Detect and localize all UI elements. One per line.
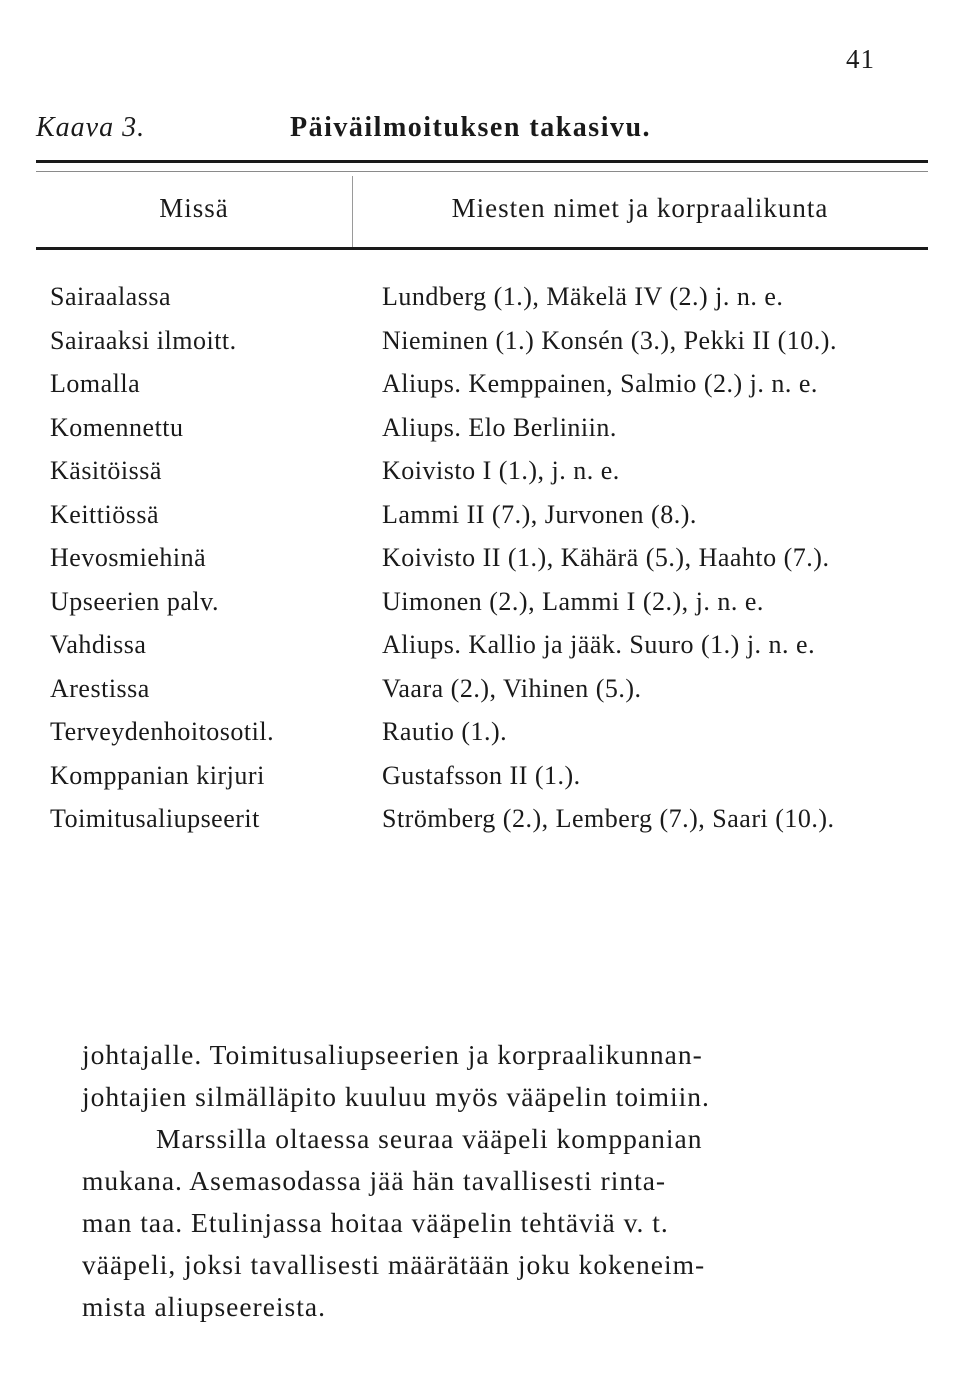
table-row [0,804,960,848]
row-place: Keittiössä [50,499,159,529]
body-line: vääpeli, joksi tavallisesti määrätään joku kokeneim- [82,1249,706,1280]
row-names: Lundberg (1.), Mäkelä IV (2.) j. n. e. [382,282,784,311]
form-label: Kaava 3. [36,112,146,143]
table-row [0,630,960,674]
table-row [0,761,960,805]
body-line: johtajalle. Toimitusaliupseerien ja korpraalikunnan- [82,1039,703,1070]
body-paragraph [82,1034,900,1328]
table-row [0,587,960,631]
table-row [0,500,960,544]
row-names: Gustafsson II (1.). [382,760,581,790]
body-line: mukana. Asemasodassa jää hän tavallisesti rinta- [82,1165,667,1196]
top-rule-thin [36,171,928,172]
document-title: Päiväilmoituksen takasivu. [290,112,652,143]
table-row [0,717,960,761]
row-place: Arestissa [50,673,150,703]
header-names: Miesten nimet ja korpraalikunta [451,193,829,223]
row-names: Strömberg (2.), Lemberg (7.), Saari (10.). [382,804,835,833]
row-names: Aliups. Kallio ja jääk. Suuro (1.) j. n. e. [382,630,816,659]
row-place: Käsitöissä [50,456,162,485]
body-line: mista aliupseereista. [82,1291,326,1322]
table-row [0,674,960,718]
row-names: Rautio (1.). [382,717,508,746]
row-place: Sairaaksi ilmoitt. [50,325,237,355]
header-place: Missä [159,193,229,223]
row-place: Terveydenhoitosotil. [50,717,275,746]
table-row [0,413,960,457]
table-row [0,543,960,587]
row-place: Toimitusaliupseerit [50,804,260,833]
row-place: Komppanian kirjuri [50,760,265,790]
row-names: Nieminen (1.) Konsén (3.), Pekki II (10.). [382,325,837,355]
body-line: man taa. Etulinjassa hoitaa vääpelin tehtäviä v. t. [82,1207,669,1238]
row-place: Lomalla [50,369,141,398]
table-row [0,456,960,500]
table-row [0,326,960,370]
row-names: Lammi II (7.), Jurvonen (8.). [382,499,697,529]
row-names: Koivisto I (1.), j. n. e. [382,456,620,485]
row-names: Koivisto II (1.), Kähärä (5.), Haahto (7.). [382,543,830,572]
body-line: Marssilla oltaessa seuraa vääpeli komppanian [156,1123,703,1154]
row-place: Hevosmiehinä [50,543,207,572]
row-names: Aliups. Kemppainen, Salmio (2.) j. n. e. [382,369,818,398]
table-row [0,369,960,413]
row-names: Uimonen (2.), Lammi I (2.), j. n. e. [382,586,764,616]
table-row [0,282,960,326]
row-place: Upseerien palv. [50,586,219,616]
row-names: Vaara (2.), Vihinen (5.). [382,673,642,703]
row-place: Komennettu [50,412,184,442]
row-place: Sairaalassa [50,282,172,311]
row-names: Aliups. Elo Berliniin. [382,412,617,442]
body-line: johtajien silmälläpito kuuluu myös vääpelin toimiin. [82,1081,710,1112]
page-number: 41 [846,44,875,74]
row-place: Vahdissa [50,630,147,659]
header-rule [36,247,928,250]
roster-table [0,282,960,848]
top-rule [36,160,928,163]
